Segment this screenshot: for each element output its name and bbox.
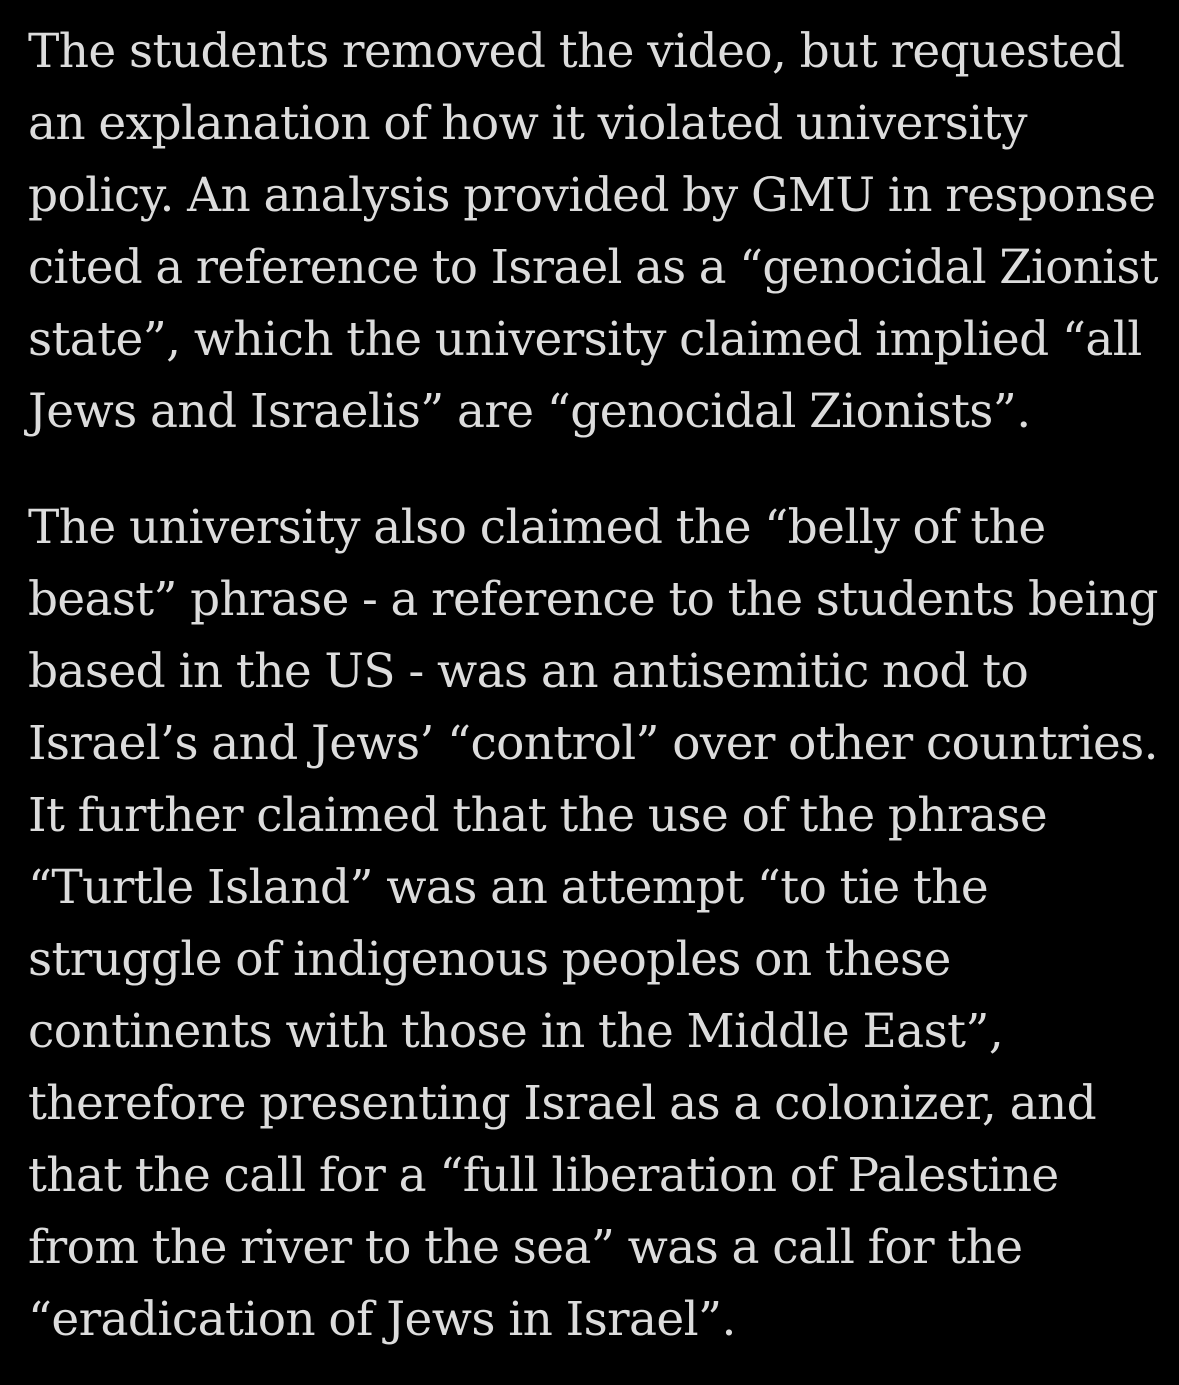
paragraph-line: It further claimed that the use of the phrase [28,788,1048,843]
paragraph-line: continents with those in the Middle East”, [28,1004,1004,1059]
paragraph-line: policy. An analysis provided by GMU in response [28,168,1156,223]
paragraph-line: from the river to the sea” was a call for the [28,1220,1023,1275]
paragraph-line: “eradication of Jews in Israel”. [28,1292,736,1347]
paragraph-line: beast” phrase - a reference to the students being [28,572,1158,627]
paragraph-line: that the call for a “full liberation of Palestine [28,1148,1059,1203]
paragraph-line: based in the US - was an antisemitic nod to [28,644,1029,699]
paragraph-line: The university also claimed the “belly of the [28,500,1046,555]
article-body [28,16,1158,1356]
article-paragraph-2 [28,492,1158,1356]
paragraph-line: cited a reference to Israel as a “genocidal Zionist [28,240,1158,295]
paragraph-line: Israel’s and Jews’ “control” over other countries. [28,716,1158,771]
paragraph-line: struggle of indigenous peoples on these [28,932,951,987]
paragraph-line: The students removed the video, but requested [28,24,1125,79]
paragraph-line: Jews and Israelis” are “genocidal Zionists”. [28,384,1031,439]
paragraph-line: state”, which the university claimed implied “all [28,312,1142,367]
article-paragraph-1 [28,16,1158,448]
paragraph-line: an explanation of how it violated university [28,96,1027,151]
paragraph-line: therefore presenting Israel as a colonizer, and [28,1076,1097,1131]
paragraph-line: “Turtle Island” was an attempt “to tie the [28,860,989,915]
